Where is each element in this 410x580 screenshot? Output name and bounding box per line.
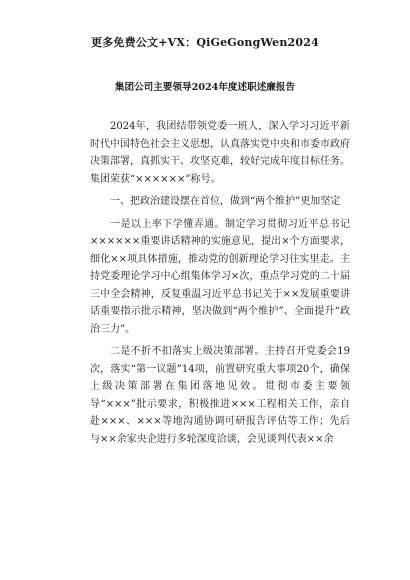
paragraph-intro: 2024年，我团结带领党委一班人，深入学习习近平新时代中国特色社会主义思想，认真落实党中央和市委市政府决策部署，真抓实干、攻坚克难，较好完成年度目标任务。集团荣获“××××××”称号。: [90, 121, 350, 185]
watermark-header: 更多免费公文+VX：QiGeGongWen2024: [91, 36, 319, 49]
document-body: [90, 118, 350, 453]
paragraph-study: 一是以上率下学懂弄通。制定学习贯彻习近平总书记××××××重要讲话精神的实施意见，提出×个方面要求，细化××项具体措施，推动党的创新理论学习往实里走。主持党委理论学习中心组集体学习×次，重点学习党的二十届三中全会精神，反复重温习近平总书记关于××发展重要讲话重要指示批示精神，坚决做到“两个维护”、全面提升“政治三力”。: [90, 218, 350, 335]
document-title: 集团公司主要领导2024年度述职述廉报告: [114, 82, 296, 93]
paragraph-implementation: 二是不折不扣落实上级决策部署。主持召开党委会19次，落实“第一议题”14项，前置研究重大事项20个，确保上级决策部署在集团落地见效。贯彻市委主要领导“×××”批示要求，积极推进×××工程相关工作，亲自赴×××、×××等地沟通协调可研报告评估等工作；先后与××余家央企进行多轮深度洽谈，会见谈判代表××余: [90, 346, 350, 445]
section-heading-1: 一、把政治建设摆在首位，做到“两个维护”更加坚定: [110, 196, 341, 207]
